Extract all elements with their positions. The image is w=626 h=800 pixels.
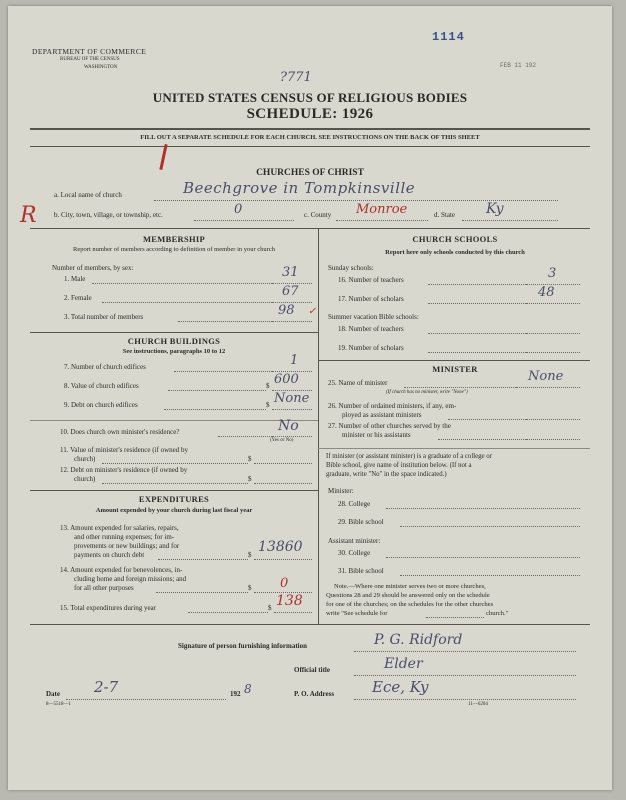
membership-title: MEMBERSHIP bbox=[142, 234, 206, 244]
female-label: 2. Female bbox=[64, 294, 92, 302]
note-line-1: Note.—Where one minister serves two or more churches, bbox=[334, 583, 486, 590]
minister-divider-rule bbox=[318, 448, 590, 449]
sunday-teachers-leader bbox=[428, 284, 526, 285]
grid-top-rule bbox=[30, 228, 590, 229]
female-value[interactable]: 67 bbox=[282, 284, 299, 299]
other-churches-leader bbox=[438, 439, 526, 440]
minister-college-line[interactable] bbox=[386, 508, 580, 509]
header-rule bbox=[30, 128, 590, 130]
assistant-ministers-label-1: 26. Number of ordained ministers, if any, em- bbox=[328, 402, 457, 410]
sunday-scholars-leader bbox=[428, 303, 526, 304]
address-label: P. O. Address bbox=[294, 690, 335, 698]
sunday-scholars-value[interactable]: 48 bbox=[538, 285, 555, 300]
other-churches-line[interactable] bbox=[526, 439, 580, 440]
owns-residence-label: 10. Does church own minister's residence? bbox=[60, 428, 180, 436]
edifices-value-leader bbox=[168, 390, 266, 391]
state-line bbox=[462, 220, 558, 221]
city-line bbox=[194, 220, 294, 221]
residence-debt-dollar: $ bbox=[248, 475, 252, 483]
summer-teachers-label: 18. Number of teachers bbox=[338, 325, 404, 333]
received-stamp: FEB 11 192 bbox=[500, 62, 537, 69]
edifices-debt-dollar: $ bbox=[266, 401, 270, 409]
address-value[interactable]: Ece, Ky bbox=[372, 678, 429, 696]
sunday-teachers-label: 16. Number of teachers bbox=[338, 276, 404, 284]
church-schools-title: CHURCH SCHOOLS bbox=[412, 234, 498, 244]
summer-teachers-leader bbox=[428, 333, 526, 334]
bureau-city: WASHINGTON bbox=[84, 65, 118, 70]
edifices-value-label: 8. Value of church edifices bbox=[64, 382, 139, 390]
print-number: 11—6204 bbox=[468, 702, 488, 707]
city-label: b. City, town, village, or township, etc. bbox=[54, 211, 163, 219]
minister-bible-school-label: 29. Bible school bbox=[338, 518, 384, 526]
total-members-leader bbox=[178, 321, 272, 322]
schools-bottom-rule bbox=[318, 360, 590, 361]
male-leader bbox=[92, 283, 272, 284]
edifices-debt-line bbox=[272, 409, 312, 410]
yes-or-no-hint: (Yes or No) bbox=[270, 438, 294, 443]
instruction-rule bbox=[30, 146, 590, 147]
running-expenses-label-4: payments on church debt bbox=[74, 551, 145, 559]
residence-value-leader bbox=[102, 463, 248, 464]
form-subtitle: SCHEDULE: 1926 bbox=[246, 106, 374, 122]
minister-name-hint: (If church has no minister, write "None") bbox=[386, 390, 468, 395]
running-expenses-label-2: and other running expenses; for im- bbox=[74, 533, 175, 541]
residence-value-label-1: 11. Value of minister's residence (if owned by bbox=[60, 446, 189, 454]
red-check-mark bbox=[159, 144, 167, 170]
form-number: 8—5518—1 bbox=[46, 702, 71, 707]
serial-stamp: 1114 bbox=[432, 30, 465, 44]
edifices-debt-value[interactable]: None bbox=[274, 391, 310, 406]
total-expenditures-label: 15. Total expenditures during year bbox=[60, 604, 156, 612]
membership-subtitle: Report number of members according to definition of member in your church bbox=[73, 246, 275, 253]
address-line bbox=[354, 699, 576, 700]
minister-name-label: 25. Name of minister bbox=[328, 379, 388, 387]
state-label: d. State bbox=[434, 211, 455, 219]
residence-value-line[interactable] bbox=[254, 463, 312, 464]
membership-bottom-rule bbox=[30, 332, 318, 333]
note-line-2: Questions 28 and 29 should be answered only on the schedule bbox=[326, 592, 490, 599]
city-value[interactable]: 0 bbox=[234, 202, 243, 217]
assistant-college-label: 30. College bbox=[338, 549, 371, 557]
official-title-value[interactable]: Elder bbox=[384, 656, 423, 672]
running-expenses-label-3: provements or new buildings; and for bbox=[74, 542, 180, 550]
running-expenses-label-1: 13. Amount expended for salaries, repairs, bbox=[60, 524, 179, 532]
expenditures-title: EXPENDITURES bbox=[138, 494, 210, 504]
date-value[interactable]: 2-7 bbox=[94, 678, 119, 696]
date-label: Date bbox=[46, 690, 60, 698]
state-value[interactable]: Ky bbox=[486, 201, 504, 217]
graduate-note-2: Bible school, give name of institution below. (If not a bbox=[326, 462, 472, 469]
minister-bible-school-line[interactable] bbox=[400, 526, 580, 527]
margin-mark: R bbox=[20, 203, 37, 228]
benevolences-label-2: cluding home and foreign missions; and bbox=[74, 575, 187, 583]
sunday-scholars-label: 17. Number of scholars bbox=[338, 295, 404, 303]
benevolences-value[interactable]: 0 bbox=[280, 576, 289, 591]
edifices-value-value[interactable]: 600 bbox=[274, 372, 299, 387]
total-check-mark: ✓ bbox=[308, 306, 317, 317]
assistant-ministers-line[interactable] bbox=[526, 419, 580, 420]
edifices-count-value[interactable]: 1 bbox=[290, 353, 299, 368]
bureau-name: BUREAU OF THE CENSUS bbox=[60, 57, 120, 62]
female-leader bbox=[102, 302, 272, 303]
signature-line bbox=[354, 651, 576, 652]
year-value[interactable]: 8 bbox=[244, 682, 252, 696]
local-name-value[interactable]: Beechgrove in Tompkinsville bbox=[183, 179, 416, 197]
minister-name-leader bbox=[404, 387, 516, 388]
fill-instruction: FILL OUT A SEPARATE SCHEDULE FOR EACH CHURCH. SEE INSTRUCTIONS ON THE BACK OF THIS SHEET bbox=[140, 134, 480, 141]
total-expenditures-leader bbox=[188, 612, 268, 613]
members-by-sex-label: Number of members, by sex: bbox=[52, 264, 134, 272]
expenditures-subtitle: Amount expended by your church during last fiscal year bbox=[95, 507, 253, 514]
county-value[interactable]: Monroe bbox=[356, 202, 408, 217]
column-divider bbox=[318, 228, 319, 624]
assistant-minister-label: Assistant minister: bbox=[328, 537, 381, 545]
buildings-bottom-rule bbox=[30, 490, 318, 491]
total-expenditures-line bbox=[274, 612, 312, 613]
benevolences-dollar: $ bbox=[248, 584, 252, 592]
minister-name-line bbox=[516, 387, 580, 388]
summer-scholars-label: 19. Number of scholars bbox=[338, 344, 404, 352]
summer-scholars-leader bbox=[428, 352, 526, 353]
benevolences-label-3: for all other purposes bbox=[74, 584, 134, 592]
residence-debt-leader bbox=[102, 483, 248, 484]
sunday-scholars-line bbox=[526, 303, 580, 304]
residence-value-dollar: $ bbox=[248, 455, 252, 463]
church-buildings-subtitle: See instructions, paragraphs 10 to 12 bbox=[122, 348, 226, 355]
grid-bottom-rule bbox=[30, 624, 590, 625]
county-line bbox=[336, 220, 428, 221]
minister-name-value[interactable]: None bbox=[528, 369, 564, 384]
residence-debt-label-1: 12. Debt on minister's residence (if owned by bbox=[60, 466, 188, 474]
benevolences-label-1: 14. Amount expended for benevolences, in- bbox=[60, 566, 183, 574]
total-expenditures-value[interactable]: 138 bbox=[276, 593, 303, 609]
other-churches-label-2: minister or his assistants bbox=[342, 431, 411, 439]
total-members-value[interactable]: 98 bbox=[278, 303, 295, 318]
sunday-schools-label: Sunday schools: bbox=[328, 264, 374, 272]
edifices-value-dollar: $ bbox=[266, 382, 270, 390]
benevolences-leader bbox=[156, 592, 248, 593]
note-line-4b: church." bbox=[486, 610, 509, 617]
total-expenditures-dollar: $ bbox=[268, 604, 272, 612]
running-expenses-dollar: $ bbox=[248, 551, 252, 559]
note-blank-line bbox=[426, 617, 484, 618]
residence-debt-label-2: church) bbox=[74, 475, 96, 483]
denomination-title: CHURCHES OF CHRIST bbox=[256, 168, 364, 178]
total-members-line bbox=[272, 321, 312, 322]
owns-residence-line bbox=[272, 436, 312, 437]
minister-label: Minister: bbox=[328, 487, 354, 495]
assistant-bible-school-label: 31. Bible school bbox=[338, 567, 384, 575]
signature-label: Signature of person furnishing information bbox=[178, 642, 307, 650]
assistant-ministers-leader bbox=[448, 419, 526, 420]
residence-debt-line[interactable] bbox=[254, 483, 312, 484]
year-prefix: 192 bbox=[230, 690, 241, 698]
edifices-debt-label: 9. Debt on church edifices bbox=[64, 401, 138, 409]
running-expenses-line bbox=[254, 559, 312, 560]
owns-residence-leader bbox=[218, 436, 272, 437]
census-schedule-sheet bbox=[8, 6, 612, 790]
church-buildings-title: CHURCH BUILDINGS bbox=[127, 336, 221, 346]
county-label: c. County bbox=[304, 211, 332, 219]
assistant-college-line[interactable] bbox=[386, 557, 580, 558]
minister-college-label: 28. College bbox=[338, 500, 371, 508]
residence-value-label-2: church) bbox=[74, 455, 96, 463]
male-label: 1. Male bbox=[64, 275, 86, 283]
local-name-label: a. Local name of church bbox=[54, 191, 122, 199]
note-line-3: for one of the churches; on the schedules for the other churches bbox=[326, 601, 494, 608]
graduate-note-1: If minister (or assistant minister) is a graduate of a college or bbox=[326, 453, 492, 460]
running-expenses-value[interactable]: 13860 bbox=[258, 539, 303, 555]
official-title-line bbox=[354, 675, 576, 676]
minister-title: MINISTER bbox=[432, 364, 478, 374]
total-members-label: 3. Total number of members bbox=[64, 313, 144, 321]
summer-schools-label: Summer vacation Bible schools: bbox=[328, 313, 419, 321]
edifices-count-label: 7. Number of church edifices bbox=[64, 363, 146, 371]
signature-value[interactable]: P. G. Ridford bbox=[374, 632, 463, 648]
note-line-4a: write "See schedule for bbox=[326, 610, 388, 617]
official-title-label: Official title bbox=[294, 666, 330, 674]
department-block bbox=[32, 48, 146, 72]
date-line bbox=[66, 699, 226, 700]
summer-teachers-line[interactable] bbox=[526, 333, 580, 334]
assistant-bible-school-line[interactable] bbox=[400, 575, 580, 576]
church-schools-subtitle: Report here only schools conducted by this church bbox=[385, 249, 525, 256]
graduate-note-3: graduate, write "No" in the space indicated.) bbox=[326, 471, 447, 478]
edifices-debt-leader bbox=[164, 409, 266, 410]
handwritten-number: ?771 bbox=[280, 70, 312, 85]
owns-residence-value[interactable]: No bbox=[278, 418, 299, 434]
summer-scholars-line[interactable] bbox=[526, 352, 580, 353]
other-churches-label-1: 27. Number of other churches served by the bbox=[328, 422, 451, 430]
sunday-teachers-value[interactable]: 3 bbox=[548, 266, 557, 281]
edifices-count-leader bbox=[174, 371, 272, 372]
form-title: UNITED STATES CENSUS OF RELIGIOUS BODIES bbox=[152, 90, 468, 105]
running-expenses-leader bbox=[158, 559, 248, 560]
assistant-ministers-label-2: ployed as assistant ministers bbox=[342, 411, 422, 419]
department-name: DEPARTMENT OF COMMERCE bbox=[32, 47, 147, 56]
male-value[interactable]: 31 bbox=[282, 265, 299, 280]
residence-top-rule bbox=[30, 420, 318, 421]
